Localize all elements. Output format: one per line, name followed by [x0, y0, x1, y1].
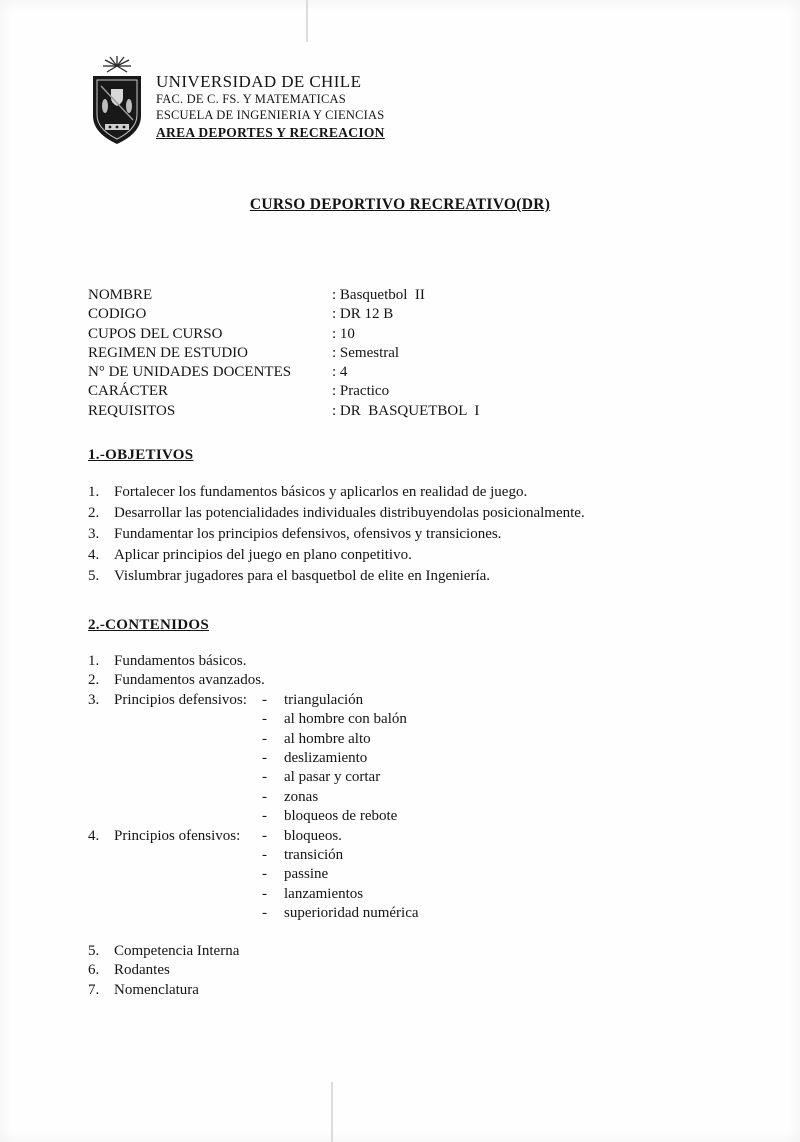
sub-item — [88, 749, 758, 768]
crest-graphic — [88, 56, 146, 148]
info-value: : DR 12 B — [332, 306, 394, 323]
list-item-text: Aplicar principios del juego en plano conpetitivo. — [114, 547, 412, 563]
sub-item-text: al pasar y cortar — [284, 769, 381, 786]
sub-item — [88, 710, 758, 729]
course-info — [88, 286, 479, 421]
list-item — [88, 482, 758, 503]
info-value: : 10 — [332, 325, 355, 342]
info-row-cupos — [88, 325, 479, 344]
sub-item-text: bloqueos. — [284, 827, 342, 844]
info-row-requisitos — [88, 402, 479, 421]
sub-item-text: triangulación — [284, 691, 364, 708]
dash-bullet: - — [262, 827, 267, 844]
dash-bullet: - — [262, 905, 267, 922]
list-item — [88, 942, 758, 961]
info-label: NOMBRE — [88, 287, 153, 303]
info-value: : Semestral — [332, 344, 400, 361]
sub-item-text: zonas — [284, 788, 319, 805]
info-value: : Practico — [332, 383, 390, 400]
list-item-text: Nomenclatura — [114, 981, 199, 998]
sub-item — [88, 788, 758, 807]
area-name: AREA DEPORTES Y RECREACION — [156, 125, 385, 140]
dash-bullet: - — [262, 847, 267, 864]
objetivos-list — [88, 482, 758, 587]
info-value: : DR BASQUETBOL I — [332, 402, 480, 419]
info-row-caracter — [88, 382, 479, 401]
info-row-codigo — [88, 305, 479, 324]
list-item-label: Principios ofensivos: — [114, 827, 241, 844]
info-row-nombre — [88, 286, 479, 305]
info-row-regimen — [88, 344, 479, 363]
sub-item-text: lanzamientos — [284, 885, 364, 902]
scan-crease-bottom — [331, 1082, 333, 1142]
list-item-label: Principios defensivos: — [114, 691, 247, 708]
list-item-text: Fundamentar los principios defensivos, ofensivos y transiciones. — [114, 526, 502, 542]
sub-item — [88, 768, 758, 787]
info-value: : 4 — [332, 364, 348, 381]
sub-item-text: al hombre con balón — [284, 711, 407, 728]
dash-bullet: - — [262, 788, 267, 805]
list-item — [88, 545, 758, 566]
dash-bullet: - — [262, 730, 267, 747]
info-label: CARÁCTER — [88, 383, 169, 400]
section-heading-contenidos: 2.-CONTENIDOS — [88, 617, 209, 633]
list-item-text: Fundamentos avanzados. — [114, 672, 265, 689]
info-label: CUPOS DEL CURSO — [88, 325, 223, 342]
sub-item — [88, 846, 758, 865]
section-heading-objetivos: 1.-OBJETIVOS — [88, 447, 194, 463]
sub-item — [88, 865, 758, 884]
list-item-number: 7. — [88, 981, 100, 998]
list-item-number: 3. — [88, 691, 100, 708]
sub-item — [88, 807, 758, 826]
contenidos-list — [88, 652, 758, 1000]
dash-bullet: - — [262, 691, 267, 708]
dash-bullet: - — [262, 750, 267, 767]
list-item-ofensivos — [88, 827, 758, 846]
list-item-number: 4. — [88, 547, 100, 563]
list-item-text: Competencia Interna — [114, 942, 240, 959]
list-item-number: 1. — [88, 653, 100, 669]
list-item-text: Desarrollar las potencialidades individuales distribuyendolas posicionalmente. — [114, 505, 585, 521]
university-crest-logo — [88, 56, 146, 153]
list-item-text: Vislumbrar jugadores para el basquetbol de elite en Ingeniería. — [114, 568, 491, 584]
list-item-text: Fortalecer los fundamentos básicos y aplicarlos en realidad de juego. — [114, 484, 528, 500]
sub-item-text: bloqueos de rebote — [284, 808, 398, 825]
list-item-number: 5. — [88, 942, 100, 959]
list-item-number: 5. — [88, 568, 100, 584]
info-row-unidades — [88, 363, 479, 382]
list-item-number: 2. — [88, 505, 100, 521]
list-item-defensivos — [88, 691, 758, 710]
info-value: : Basquetbol II — [332, 287, 425, 303]
list-item-number: 1. — [88, 484, 100, 500]
sub-item-text: passine — [284, 866, 329, 883]
letterhead — [88, 56, 385, 153]
list-item — [88, 566, 758, 587]
list-item — [88, 524, 758, 545]
info-label: REGIMEN DE ESTUDIO — [88, 344, 248, 361]
university-name: UNIVERSIDAD DE CHILE — [156, 72, 362, 91]
sub-item — [88, 904, 758, 923]
sub-item-text: al hombre alto — [284, 730, 371, 747]
dash-bullet: - — [262, 866, 267, 883]
document-title: CURSO DEPORTIVO RECREATIVO(DR) — [249, 196, 551, 213]
sub-item — [88, 730, 758, 749]
list-item-number: 2. — [88, 672, 100, 689]
dash-bullet: - — [262, 808, 267, 825]
info-label: N° DE UNIDADES DOCENTES — [88, 364, 292, 381]
sub-item-text: superioridad numérica — [284, 905, 419, 922]
list-item — [88, 671, 758, 690]
list-item-number: 6. — [88, 962, 100, 979]
sub-item-text: deslizamiento — [284, 750, 368, 767]
dash-bullet: - — [262, 769, 267, 786]
dash-bullet: - — [262, 711, 267, 728]
list-item-text: Rodantes — [114, 962, 170, 979]
sub-item — [88, 885, 758, 904]
letterhead-text — [156, 56, 385, 153]
faculty-name: FAC. DE C. FS. Y MATEMATICAS — [156, 92, 346, 106]
list-item — [88, 503, 758, 524]
sub-item-text: transición — [284, 847, 344, 864]
list-item-number: 4. — [88, 827, 100, 844]
scan-crease-top — [306, 0, 308, 42]
dash-bullet: - — [262, 885, 267, 902]
list-item — [88, 981, 758, 1000]
school-name: ESCUELA DE INGENIERIA Y CIENCIAS — [156, 107, 385, 122]
info-label: CODIGO — [88, 306, 147, 323]
list-item — [88, 652, 758, 671]
list-item — [88, 961, 758, 980]
list-item-text: Fundamentos básicos. — [114, 653, 247, 669]
info-label: REQUISITOS — [88, 402, 176, 419]
list-item-number: 3. — [88, 526, 100, 542]
